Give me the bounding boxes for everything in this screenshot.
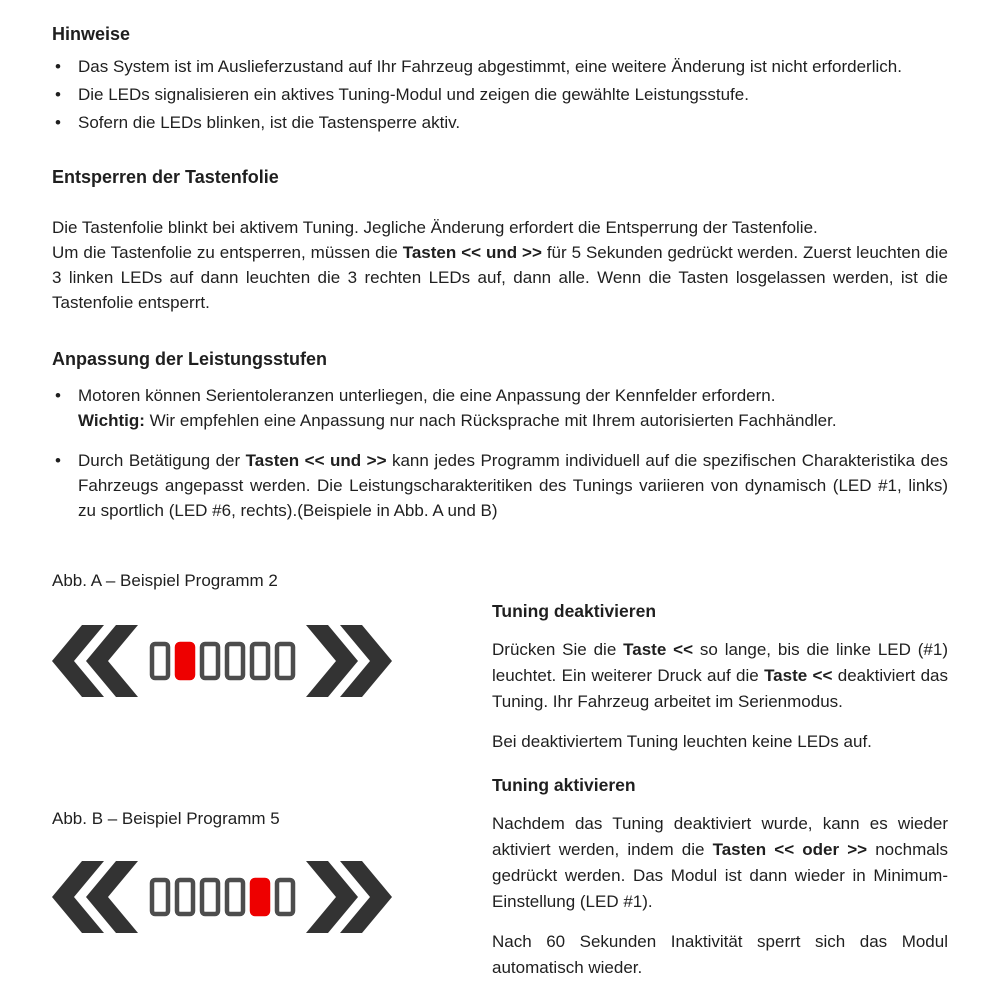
bold-text: Taste <<	[623, 640, 694, 659]
led-inactive	[277, 880, 293, 914]
heading-entsperren: Entsperren der Tastenfolie	[52, 167, 279, 187]
bullet-icon: •	[55, 113, 61, 132]
bold-text: Wichtig:	[78, 411, 145, 430]
section-anpassung	[52, 347, 948, 523]
bullet-text: Sofern die LEDs blinken, ist die Tastensperre aktiv.	[78, 113, 461, 132]
bullet-text: Das System ist im Auslieferzustand auf Ihr Fahrzeug abgestimmt, eine weitere Änderung ist nicht erforderlich.	[78, 57, 902, 76]
led-inactive	[227, 880, 243, 914]
text: kann jedes Programm individuell auf die spezifischen Charakteristika des Fahrzeugs angepasst werden. Die Leistungscharakteritiken des Tunings variieren von dynamisch (LED #1, links) zu sportlich (LED #6, rechts).(Beispiele in Abb. A und B)	[78, 451, 948, 520]
text: Drücken Sie die	[492, 640, 624, 659]
bullet-list-anpassung	[52, 383, 948, 523]
paragraph-entsperren-line1: Die Tastenfolie blinkt bei aktivem Tuning. Jegliche Änderung erfordert die Entsperrung der Tastenfolie.	[52, 218, 818, 237]
led-row	[152, 880, 293, 914]
bullet-item-tasten	[52, 448, 948, 523]
bullet-icon: •	[55, 386, 61, 405]
paragraph-aktivieren	[492, 811, 948, 915]
led-inactive	[202, 644, 218, 678]
text: Wir empfehlen eine Anpassung nur nach Rücksprache mit Ihrem autorisierten Fachhändler.	[144, 411, 837, 430]
bullet-motoren-wichtig	[78, 408, 948, 433]
led-inactive	[152, 644, 168, 678]
section-hinweise	[52, 22, 948, 135]
bullet-item-motoren	[52, 383, 948, 433]
led-inactive	[202, 880, 218, 914]
heading-anpassung: Anpassung der Leistungsstufen	[52, 349, 328, 369]
text: für 5 Sekunden gedrückt werden. Zuerst leuchten die 3 linken LEDs auf dann leuchten die 3 rechten LEDs auf, dann alle. Wenn die Tasten losgelassen werden, ist die Tastenfolie entsperrt.	[52, 243, 948, 312]
bullet-tasten-text	[78, 448, 948, 523]
bullet-item	[52, 82, 948, 107]
bold-text: Tasten << und >>	[402, 243, 542, 262]
text: so lange, bis die linke LED (#1) leuchtet. Ein weiterer Druck auf die	[492, 640, 948, 685]
bullet-text: Die LEDs signalisieren ein aktives Tuning-Modul und zeigen die gewählte Leistungsstufe.	[78, 85, 749, 104]
figures-and-instructions	[52, 559, 948, 981]
double-chevron-right-icon	[306, 861, 392, 933]
bold-text: Tasten << oder >>	[712, 840, 868, 859]
text: Durch Betätigung der	[78, 451, 246, 470]
text: Um die Tastenfolie zu entsperren, müssen die	[52, 243, 403, 262]
heading-hinweise: Hinweise	[52, 24, 131, 44]
bullet-item	[52, 110, 948, 135]
led-inactive	[177, 880, 193, 914]
figures-column	[52, 559, 492, 981]
led-active	[252, 880, 268, 914]
double-chevron-left-icon	[52, 625, 138, 697]
bullet-icon: •	[55, 57, 61, 76]
text: Nachdem das Tuning deaktiviert wurde, kann es wieder aktiviert werden, indem die	[492, 814, 948, 859]
led-row	[152, 644, 293, 678]
text: nochmals gedrückt werden. Das Modul ist dann wieder in Minimum-Einstellung (LED #1).	[492, 840, 948, 911]
instructions-column	[492, 559, 948, 981]
paragraph-auto-sperre: Nach 60 Sekunden Inaktivität sperrt sich das Modul automatisch wieder.	[492, 932, 948, 977]
double-chevron-right-icon	[306, 625, 392, 697]
double-chevron-left-icon	[52, 861, 138, 933]
led-inactive	[227, 644, 243, 678]
led-inactive	[277, 644, 293, 678]
led-inactive	[152, 880, 168, 914]
led-display-figure-a	[52, 621, 392, 701]
bullet-item	[52, 54, 948, 79]
led-display-figure-b	[52, 857, 392, 937]
text: deaktiviert das Tuning. Ihr Fahrzeug arbeitet im Serienmodus.	[492, 666, 948, 711]
bullet-motoren-line1: Motoren können Serientoleranzen unterliegen, die eine Anpassung der Kennfelder erfordern.	[78, 386, 776, 405]
bullet-list-hinweise	[52, 54, 948, 135]
heading-tuning-aktivieren: Tuning aktivieren	[492, 775, 636, 795]
bullet-icon: •	[55, 85, 61, 104]
paragraph-keine-leds: Bei deaktiviertem Tuning leuchten keine LEDs auf.	[492, 732, 872, 751]
figure-a-label: Abb. A – Beispiel Programm 2	[52, 571, 278, 590]
figure-b-label: Abb. B – Beispiel Programm 5	[52, 809, 280, 828]
bold-text: Tasten << und >>	[245, 451, 387, 470]
paragraph-deaktivieren	[492, 637, 948, 715]
led-active	[177, 644, 193, 678]
heading-tuning-deaktivieren: Tuning deaktivieren	[492, 601, 657, 621]
led-inactive	[252, 644, 268, 678]
bullet-icon: •	[55, 451, 61, 470]
section-entsperren	[52, 165, 948, 315]
paragraph-entsperren-body	[52, 240, 948, 315]
bold-text: Taste <<	[764, 666, 833, 685]
